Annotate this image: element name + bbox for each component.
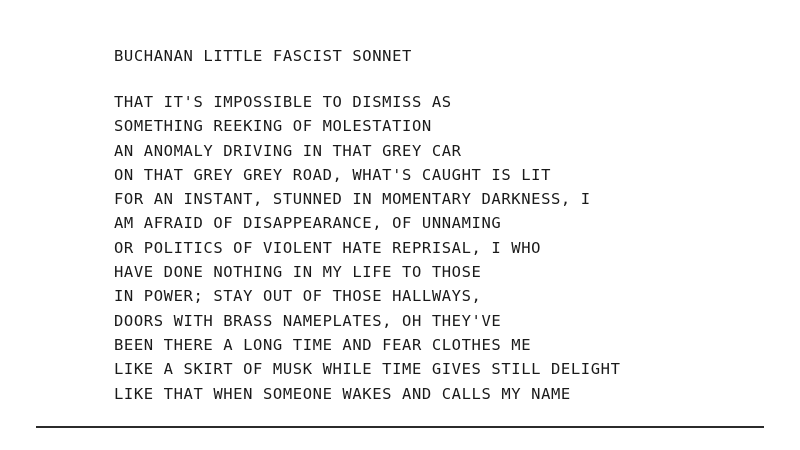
poem-line: IN POWER; STAY OUT OF THOSE HALLWAYS, xyxy=(114,287,482,306)
page-title: BUCHANAN LITTLE FASCIST SONNET xyxy=(114,47,412,65)
poem-line: BEEN THERE A LONG TIME AND FEAR CLOTHES ME xyxy=(114,335,532,354)
poem-body xyxy=(114,90,754,406)
poem-line: THAT IT'S IMPOSSIBLE TO DISMISS AS xyxy=(114,93,452,111)
poem-line: LIKE A SKIRT OF MUSK WHILE TIME GIVES STILL DELIGHT xyxy=(114,360,621,379)
poem-line: AN ANOMALY DRIVING IN THAT GREY CAR xyxy=(114,141,462,160)
poem-line: FOR AN INSTANT, STUNNED IN MOMENTARY DARKNESS, I xyxy=(114,190,591,209)
poem-line: SOMETHING REEKING OF MOLESTATION xyxy=(114,117,432,136)
poem-block xyxy=(114,44,754,406)
poem-line: DOORS WITH BRASS NAMEPLATES, OH THEY'VE xyxy=(114,311,502,330)
poem-line: HAVE DONE NOTHING IN MY LIFE TO THOSE xyxy=(114,263,482,282)
poem-line: ON THAT GREY GREY ROAD, WHAT'S CAUGHT IS LIT xyxy=(114,165,551,184)
horizontal-rule xyxy=(36,426,764,428)
poem-line: AM AFRAID OF DISAPPEARANCE, OF UNNAMING xyxy=(114,214,502,233)
poem-line: LIKE THAT WHEN SOMEONE WAKES AND CALLS MY NAME xyxy=(114,384,571,403)
poem-line: OR POLITICS OF VIOLENT HATE REPRISAL, I WHO xyxy=(114,238,542,257)
